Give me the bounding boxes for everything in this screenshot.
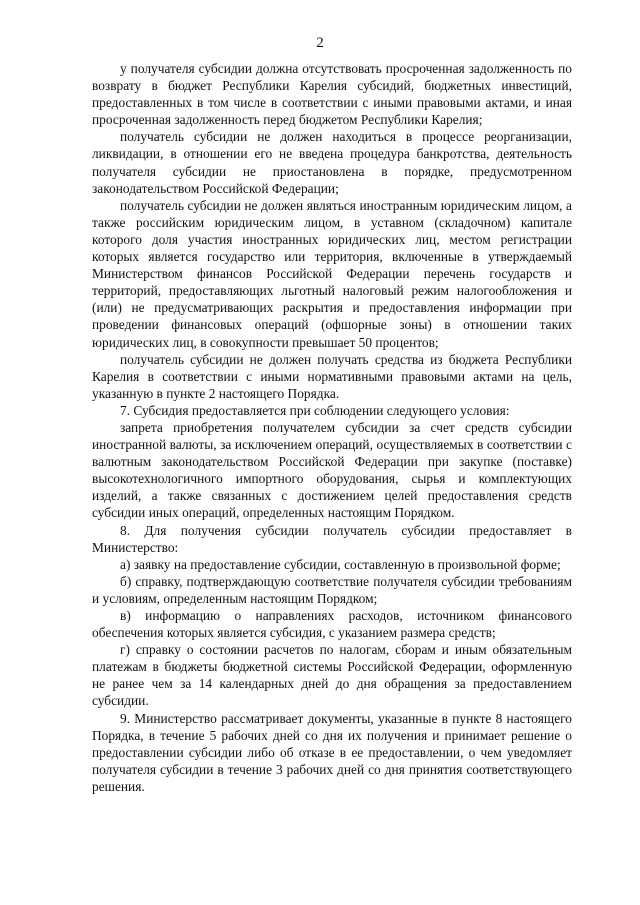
paragraph-item-8v: в) информацию о направлениях расходов, источником финансового обеспечения которых является субсидия, с указанием размера средств;	[92, 608, 572, 641]
paragraph-item-8: 8. Для получения субсидии получатель субсидии предоставляет в Министерство:	[92, 522, 572, 555]
paragraph-item-8a: а) заявку на предоставление субсидии, составленную в произвольной форме;	[120, 556, 561, 572]
document-body	[92, 60, 572, 795]
paragraph-no-overdue-debt: у получателя субсидии должна отсутствовать просроченная задолженность по возврату в бюджет Республики Карелия субсидий, бюджетных инвестиций, предоставленных в том числе в соответствии с иными правовыми актами, и иная просроченная задолженность перед бюджетом Республики Карелия;	[92, 61, 572, 128]
paragraph-no-other-funds: получатель субсидии не должен получать средства из бюджета Республики Карелия в соответствии с иными нормативными правовыми актами на цель, указанную в пункте 2 настоящего Порядка.	[92, 351, 572, 401]
paragraph-no-reorganization: получатель субсидии не должен находиться в процессе реорганизации, ликвидации, в отношении его не введена процедура банкротства, деятельность получателя субсидии не приостановлена в порядке, предусмотренном законодательством Российской Федерации;	[92, 129, 572, 196]
paragraph-item-8b: б) справку, подтверждающую соответствие получателя субсидии требованиям и условиям, определенным настоящим Порядком;	[92, 573, 572, 606]
paragraph-currency-ban: запрета приобретения получателем субсидии за счет средств субсидии иностранной валюты, за исключением операций, осуществляемых в соответствии с валютным законодательством Российской Федерации при закупке (поставке) высокотехнологичного импортного оборудования, сырья и комплектующих изделий, а также связанных с достижением целей предоставления средств субсидии иных операций, определенных настоящим Порядком.	[92, 419, 572, 521]
paragraph-not-foreign-entity: получатель субсидии не должен являться иностранным юридическим лицом, а также российским юридическим лицом, в уставном (складочном) капитале которого доля участия иностранных юридических лиц, местом регистрации которых является государство или территория, включенные в утверждаемый Министерством финансов Российской Федерации перечень государств и территорий, предоставляющих льготный налоговый режим налогообложения и (или) не предусматривающих раскрытия и предоставления информации при проведении финансовых операций (офшорные зоны) в отношении таких юридических лиц, в совокупности превышает 50 процентов;	[92, 197, 572, 350]
page-number: 2	[316, 35, 324, 51]
paragraph-item-7: 7. Субсидия предоставляется при соблюдении следующего условия:	[120, 402, 510, 418]
paragraph-item-8g: г) справку о состоянии расчетов по налогам, сборам и иным обязательным платежам в бюджеты бюджетной системы Российской Федерации, оформленную не ранее чем за 14 календарных дней до дня обращения за предоставлением субсидии.	[92, 642, 572, 709]
paragraph-item-9: 9. Министерство рассматривает документы, указанные в пункте 8 настоящего Порядка, в течение 5 рабочих дней со дня их получения и принимает решение о предоставлении субсидии либо об отказе в ее предоставлении, о чем уведомляет получателя субсидии в течение 3 рабочих дней со дня принятия соответствующего решения.	[92, 710, 572, 794]
